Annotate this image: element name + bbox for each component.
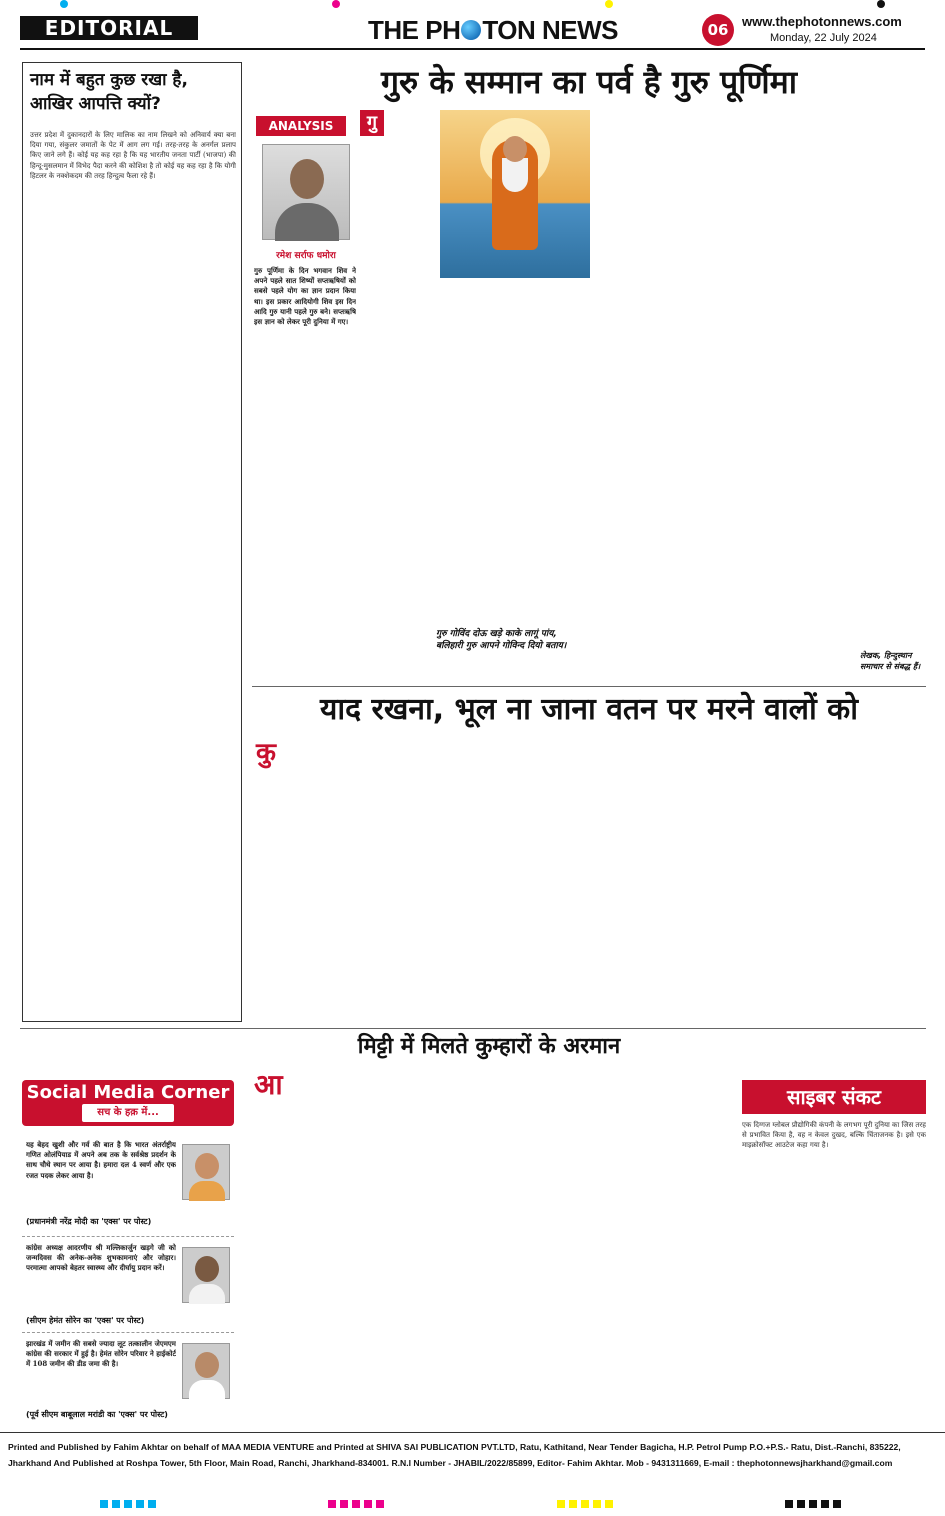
pottery-col-3	[414, 1070, 486, 1424]
kargil-col-5	[610, 740, 694, 1022]
photon-globe-icon	[461, 20, 481, 40]
social-post-2-text: कांग्रेस अध्यक्ष आदरणीय श्री मल्लिकार्जुन खड़गे जी को जन्मदिवस की अनेक-अनेक शुभकामनाएं और जोहार। परमात्मा आपको बेहतर स्वास्थ्य और दीर्घायु प्रदान करें।	[26, 1243, 176, 1273]
main-col-3	[596, 110, 666, 280]
section-label: EDITORIAL	[20, 16, 198, 40]
main-footer-note: लेखक, हिन्दुस्थान समाचार से संबद्ध हैं।	[860, 651, 921, 671]
social-post-1-credit: (प्रधानमंत्री नरेंद्र मोदी का 'एक्स' पर पोस्ट)	[26, 1217, 152, 1226]
main-col-4	[676, 110, 762, 678]
left-article-headline: नाम में बहुत कुछ रखा है, आखिर आपत्ति क्यों?	[30, 70, 188, 114]
pottery-headline: मिट्टी में मिलते कुम्हारों के अरमान	[357, 1034, 621, 1059]
footer-imprint-line-1: Printed and Published by Fahim Akhtar on behalf of MAA MEDIA VENTURE and Printed at SHIVA SAI PUBLICATION PVT.LTD, Ratu, Kathitand, Near Tender Bagicha, H.P. Petrol Pump P.O.+P.S.- Ratu, Dist.-Ranchi, 835222,	[8, 1442, 901, 1452]
kargil-headline: याद रखना, भूल ना जाना वतन पर मरने वालों को	[320, 692, 858, 727]
main-headline: गुरु के सम्मान का पर्व है गुरु पूर्णिमा	[380, 63, 798, 101]
social-media-title: Social Media Corner	[26, 1082, 230, 1103]
main-caption: गुरु गोविंद दोऊ खड़े काके लागूं पांय, बलिहारी गुरु आपने गोविन्द दियो बताय।	[436, 629, 567, 651]
main-drop-cap: गु	[360, 110, 384, 136]
social-media-header	[22, 1080, 234, 1126]
sage-beard	[502, 158, 528, 192]
pottery-col-1a	[282, 1070, 326, 1102]
social-post-3-text: झारखंड में जमीन की सबसे ज्यादा लूट तत्कालीन जेएमएम कांग्रेस की सरकार में हुई है। हेमंत सोरेन परिवार ने हाईकोर्ट में 108 जमीन की डीड जमा की है।	[26, 1339, 176, 1369]
analysis-body: गुरु पूर्णिमा के दिन भगवान शिव ने अपने पहले सात शिष्यों सप्तऋषियों को सबसे पहले योग का ज्ञान प्रदान किया था। इस प्रकार आदियोगी शिव इस दिन आदि गुरु यानी पहले गुरु बने। सप्तऋषि इस ज्ञान को लेकर पूरी दुनिया में गए।	[254, 266, 356, 327]
kargil-col-8	[856, 740, 926, 1022]
kargil-col-4	[522, 740, 606, 1022]
cyber-body: एक दिग्गज ग्लोबल प्रौद्योगिकी कंपनी के लगभग पूरी दुनिया का जिस तरह से प्रभावित किया है, वह न केवल दुखद, बल्कि चिंताजनक है। इसे एक माइक्रोसॉफ्ट आउटेज कहा गया है।	[742, 1121, 926, 1150]
pottery-col-5	[574, 1070, 646, 1424]
kargil-drop-cap: कु	[256, 738, 276, 768]
mid-rule	[252, 686, 926, 687]
issue-date: Monday, 22 July 2024	[770, 32, 877, 44]
kargil-col-1b	[256, 772, 342, 1022]
kargil-col-3	[434, 740, 518, 1022]
footer-imprint-line-2: Jharkhand And Published at Roshpa Tower, 5th Floor, Main Road, Ranchi, Jharkhand-834001. R.N.I Number - JHABIL/2022/85899, Editor- Fahim Akhtar. Mob - 9431311669, E-mail : thephotonnewsjharkhand@gmail.com	[8, 1458, 893, 1468]
pottery-drop-cap: आ	[254, 1068, 283, 1101]
sage-head	[503, 136, 527, 162]
registration-marks-bottom	[0, 1500, 945, 1510]
pottery-col-4	[494, 1070, 566, 1424]
main-col-1	[360, 140, 430, 620]
website-url[interactable]: www.thephotonnews.com	[742, 14, 902, 29]
author-shoulders	[275, 203, 339, 241]
author-head-icon	[290, 159, 324, 199]
registration-marks-top	[0, 0, 945, 8]
cyber-title: साइबर संकट	[742, 1080, 926, 1114]
social-post-2-avatar	[182, 1247, 230, 1303]
author-name: रमेश सर्राफ धमोरा	[276, 251, 336, 261]
social-post-2	[22, 1236, 234, 1330]
analysis-tag: ANALYSIS	[256, 116, 346, 136]
main-col-3b	[512, 284, 588, 624]
kargil-col-2	[346, 740, 430, 1022]
lower-rule	[20, 1028, 926, 1029]
main-col-5	[770, 110, 854, 678]
main-col-3c	[592, 284, 670, 678]
pottery-col-6	[654, 1070, 726, 1424]
pottery-col-2	[334, 1070, 406, 1424]
main-col-2b	[436, 284, 506, 624]
social-post-3	[22, 1332, 234, 1424]
social-post-3-avatar	[182, 1343, 230, 1399]
main-col-6	[860, 110, 926, 645]
footer-rule	[0, 1432, 945, 1433]
guru-illustration	[440, 110, 590, 278]
newspaper-logo: THE PH TON NEWS	[368, 14, 618, 45]
kargil-col-7	[786, 740, 852, 1022]
masthead-rule	[20, 48, 925, 50]
kargil-col-6	[698, 740, 782, 1022]
page-number-badge: 06	[702, 14, 734, 46]
social-post-1	[22, 1140, 234, 1234]
pottery-col-1b	[254, 1104, 326, 1424]
kargil-col-1	[284, 740, 342, 770]
social-post-1-avatar	[182, 1144, 230, 1200]
author-photo	[262, 144, 350, 240]
social-media-subtitle: सच के हक़ में...	[82, 1104, 174, 1122]
social-post-1-text: यह बेहद खुशी और गर्व की बात है कि भारत अंतर्राष्ट्रीय गणित ओलंपियाड में अपने अब तक के सर्वश्रेष्ठ प्रदर्शन के साथ चौथे स्थान पर आया है। हमारा दल 4 स्वर्ण और एक रजत पदक लेकर आया है।	[26, 1140, 176, 1180]
left-article-body: उत्तर प्रदेश में दुकानदारों के लिए मालिक का नाम लिखने को अनिवार्य क्या बना दिया गया, संकुलर जमातों के पेट में आग लग गई। तरह-तरह के अनर्गल प्रलाप किए जाने लगे हैं। कोई यह कह रहा है कि यह भारतीय जनता पार्टी (भाजपा) की हिन्दू-मुसलमान में विभेद पैदा करने की कोशिश है तो कोई यह कह रहा है कि योगी हिटलर के नक्शेकदम की तरह हिन्दुत्व फैला रहे हैं।	[30, 131, 236, 180]
social-post-3-credit: (पूर्व सीएम बाबूलाल मरांडी का 'एक्स' पर पोस्ट)	[26, 1410, 168, 1419]
social-post-2-credit: (सीएम हेमंत सोरेन का 'एक्स' पर पोस्ट)	[26, 1316, 145, 1325]
